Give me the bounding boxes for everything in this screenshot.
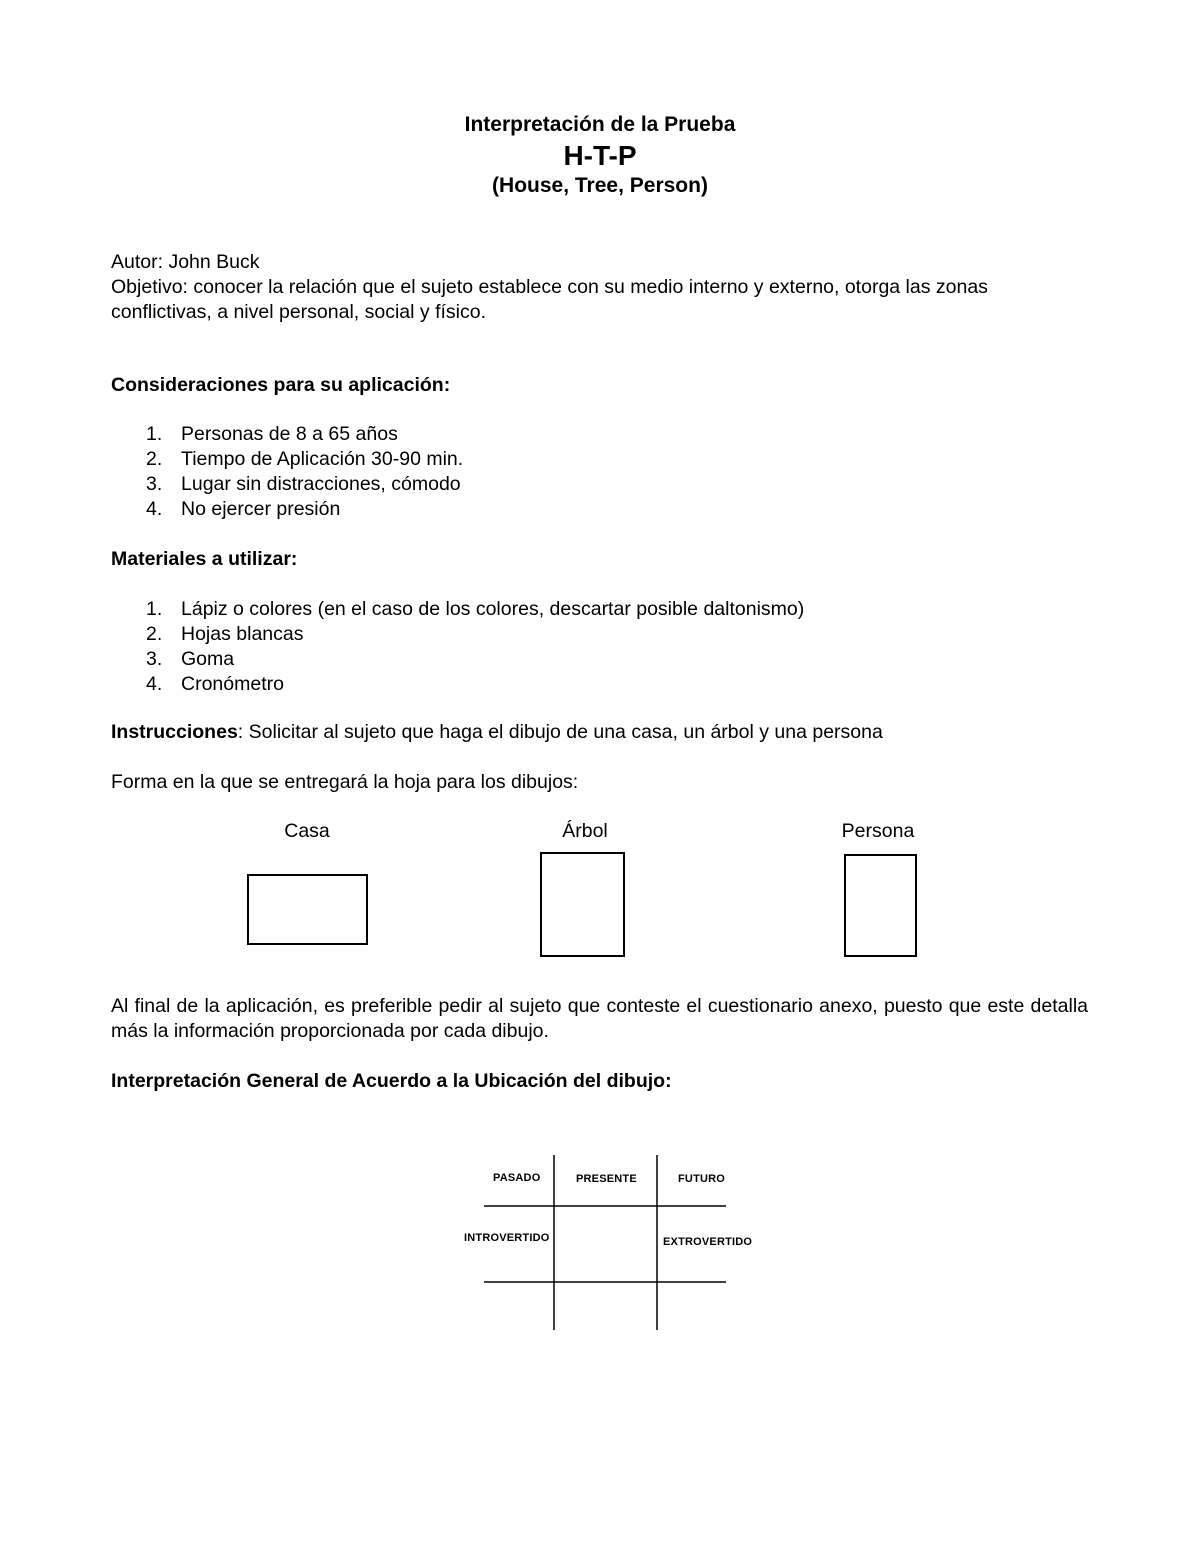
tree-label: Árbol bbox=[562, 820, 608, 842]
document-title: Interpretación de la Prueba bbox=[464, 113, 736, 136]
house-label: Casa bbox=[284, 820, 330, 842]
list-item: 3. Lugar sin distracciones, cómodo bbox=[146, 473, 461, 495]
location-grid bbox=[460, 1150, 760, 1340]
grid-label-future: FUTURO bbox=[678, 1173, 726, 1185]
list-item: 1. Lápiz o colores (en el caso de los colores, descartar posible daltonismo) bbox=[146, 598, 805, 620]
considerations-list bbox=[111, 422, 1088, 522]
list-item: 3. Goma bbox=[146, 648, 235, 670]
test-acronym: H-T-P bbox=[563, 140, 637, 171]
materials-list bbox=[111, 597, 1088, 697]
instructions-label: Instrucciones bbox=[111, 721, 238, 743]
instructions-text: : Solicitar al sujeto que haga el dibujo de una casa, un árbol y una persona bbox=[237, 721, 883, 743]
instructions-paragraph bbox=[111, 720, 1088, 745]
author-line: Autor: John Buck bbox=[111, 251, 260, 273]
grid-label-extroverted: EXTROVERTIDO bbox=[663, 1236, 753, 1248]
list-item: 2. Tiempo de Aplicación 30-90 min. bbox=[146, 448, 464, 470]
list-item: 2. Hojas blancas bbox=[146, 623, 304, 645]
person-label: Persona bbox=[841, 820, 915, 842]
grid-label-introverted: INTROVERTIDO bbox=[464, 1232, 550, 1244]
objective-paragraph: Objetivo: conocer la relación que el sujeto establece con su medio interno y externo, otorga las zonas conflictivas, a nivel personal, social y físico. bbox=[111, 276, 988, 323]
questionnaire-note: Al final de la aplicación, es preferible pedir al sujeto que conteste el cuestionario anexo, puesto que este detalla más la información proporcionada por cada dibujo. bbox=[111, 995, 1088, 1042]
location-heading: Interpretación General de Acuerdo a la Ubicación del dibujo: bbox=[111, 1070, 672, 1092]
house-sheet-landscape bbox=[247, 874, 368, 945]
list-item: 1. Personas de 8 a 65 años bbox=[146, 423, 398, 445]
grid-label-present: PRESENTE bbox=[576, 1173, 637, 1185]
tree-sheet-portrait bbox=[540, 852, 625, 957]
document-subtitle: (House, Tree, Person) bbox=[492, 174, 708, 197]
list-item: 4. Cronómetro bbox=[146, 673, 284, 695]
person-sheet-portrait bbox=[844, 854, 917, 957]
grid-label-past: PASADO bbox=[493, 1172, 541, 1184]
considerations-heading: Consideraciones para su aplicación: bbox=[111, 374, 451, 396]
sheet-form-text: Forma en la que se entregará la hoja para los dibujos: bbox=[111, 771, 579, 793]
materials-heading: Materiales a utilizar: bbox=[111, 548, 298, 570]
list-item: 4. No ejercer presión bbox=[146, 498, 341, 520]
